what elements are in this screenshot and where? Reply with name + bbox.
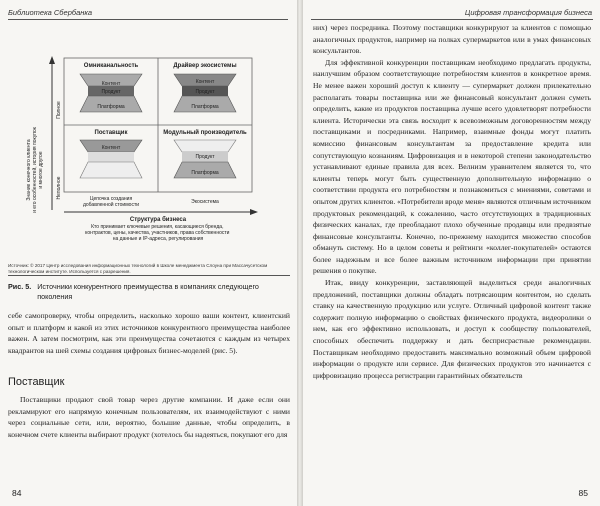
y-high-label: Полное — [56, 101, 62, 119]
modular-platform-label: Платформа — [191, 170, 219, 176]
eco-product-label: Продукт — [195, 89, 215, 95]
left-paragraph-1: себе самопроверку, чтобы определить, насколько хорошо ваши контент, клиентский опыт и платформ и какой из этих источников конкурентного преимущества наиболее важен. А затем посмотрим, как эти преимущества сочетаются с каждым из четырех квадрантов на шей схемы создания цифровых бизнес-моделей (рис. 5). — [8, 311, 290, 355]
right-paragraph-3: Итак, ввиду конкуренции, заставляющей выделиться среди аналогичных предложений, поставщики должны обладать потрясающим контентом, но сделать ставку на качественную продукцию или услуге. Отличный цифровой контент также содержит полную информацию о свойствах физического продукта, видеоролики о нем, как его эффективно использовать, и доступ к сообществу пользователей, способных обеспечить поддержку и дать бесприсрастные рекомендации. Поставщикам необходимо предоставить максимально возможный объем цифровой информации о продукте или сервисе. Для физических продуктов это начинается с цифровизацию процесса регистрации гарантийных обязательств — [313, 278, 591, 380]
y-axis-label-1: Знание конечного клиента — [26, 139, 32, 201]
y-axis-label-2: и его особенностей, история покупок — [32, 127, 38, 213]
x-axis-title: Структура бизнеса — [129, 217, 187, 223]
supplier-content-label: Контент — [101, 145, 121, 151]
caption-text: Источники конкурентного преимущества в компаниях следующего поколения — [37, 282, 259, 301]
caption-rule — [8, 275, 290, 276]
omnichannel-stack — [80, 74, 142, 112]
ecosystem-driver-stack — [174, 74, 236, 112]
quadrant-supplier-title: Поставщик — [94, 130, 128, 136]
omni-platform-label: Платформа — [97, 104, 125, 110]
quadrant-ecosystem-driver-title: Драйвер экосистемы — [173, 63, 237, 69]
page-number-right: 85 — [578, 488, 588, 498]
left-body-bottom — [8, 394, 290, 440]
business-model-figure — [0, 0, 297, 262]
eco-content-label: Контент — [195, 79, 215, 85]
quadrant-modular-producer-title: Модульный производитель — [163, 130, 247, 136]
right-body — [313, 22, 591, 381]
page-number-left: 84 — [12, 488, 22, 498]
modular-product-label: Продукт — [195, 154, 215, 160]
left-paragraph-2: Поставщики продают свой товар через другие компании. И даже если они рекламируют его напрямую конечным пользователям, их взаимодействуют с ними через социальные сети, или, вероятно, большие данные, чтобы определить, в конечном счете клиенты выбирают продукт (хотелось бы надеяться, покупают его для — [8, 395, 290, 439]
right-paragraph-1: них) через посредника. Поэтому поставщики конкурируют за клиентов с помощью аналогичных продуктов, например на полках супермаркетов или в умах финансовых консультантов. — [313, 23, 591, 56]
figure-source-note: Источник: © 2017 Центр исследования информационных технологий в Школе менеджмента Слоуна при Массачусетском технологическом институте. Используется с разрешения. — [8, 263, 268, 274]
omni-product-label: Продукт — [101, 89, 121, 95]
supplier-stack — [80, 140, 142, 178]
header-rule-right — [311, 19, 593, 20]
caption-number: Рис. 5. — [8, 282, 32, 291]
x-axis-description: Кто принимает ключевые решения, касающиеся бренда, контрактов, цены, качества, участников, права собственности на данные и IP-адреса, регулирования — [85, 224, 230, 242]
eco-platform-label: Платформа — [191, 104, 219, 110]
left-page — [0, 0, 297, 506]
left-body-top — [8, 310, 290, 356]
x-axis-value-chain-label: Цепочка создания добавленной стоимости — [82, 196, 140, 208]
x-axis-ecosystem-label: Экосистема — [191, 199, 219, 205]
running-head-right: Цифровая трансформация бизнеса — [464, 8, 592, 17]
running-head-left: Библиотека Сбербанка — [8, 8, 93, 17]
y-axis-label-3: и многое другое — [38, 151, 44, 189]
right-paragraph-2: Для эффективной конкуренции поставщикам необходимо предлагать продукты, наилучшим образом соответствующие потребностям клиентов в конкретное время. Не менее важен хороший доступ к клиенту — супермаркет должен прилекательно располагать товары поставщика или же финансовый консультант должен суметь определить, какие из продуктов поставщика лучше всего удовлетворят потребности клиента. Исторически эта связь восходит к всевозможным договоренностям между поставщиками и посредниками. Например, взаимные фонды могут платить комиссию финансовым консультантам за предоставление кредита или сопутствующую кознаниям. Цифровизация и в некоторой степени законодательство устанавливают единые правила для всех. Велнизм уравнителем является то, что клиенты теперь могут быть существенную дополнительную информацию о соответствии продукта его потребностям и познакомиться с мнениями, советами и опытом других клиентов. «Потребители вроде меня» являются отличным источником продуктовых рекомендаций, к сожалению, часто отсутствующих в традиционных физических каналах, где преобладают плохо обученные продавцы или предвзятые финансовые консультанты. Конечно, по-прежнему находится множество способов обмануть систему. Но в целом советы и рейтинги «коллег-покупателей» остаются более надежным и все более важным источником информации при принятии решения о покупке. — [313, 57, 591, 276]
quadrant-omnichannel-title: Омниканальность — [83, 63, 139, 69]
right-page — [303, 0, 600, 506]
modular-producer-stack — [174, 140, 236, 178]
y-low-label: Неполное — [56, 176, 62, 200]
figure-caption — [8, 282, 290, 302]
section-heading: Поставщик — [8, 376, 65, 388]
omni-content-label: Контент — [101, 81, 121, 87]
